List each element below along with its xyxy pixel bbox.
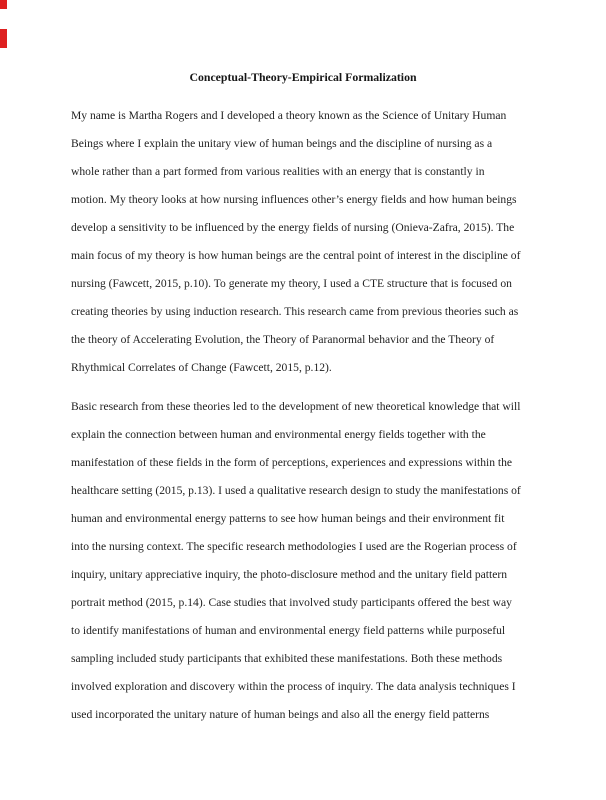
text-line: nursing (Fawcett, 2015, p.10). To generate my theory, I used a CTE structure that is focused on — [71, 277, 512, 290]
text-line: used incorporated the unitary nature of human beings and also all the energy field patterns — [71, 708, 490, 721]
text-line: the theory of Accelerating Evolution, the Theory of Paranormal behavior and the Theory of — [71, 333, 495, 346]
paragraph-2 — [71, 393, 542, 729]
text-line: whole rather than a part formed from various realities with an energy that is constantly in — [71, 165, 485, 178]
text-line: human and environmental energy patterns to see how human beings and their environment fit — [71, 512, 505, 525]
text-line: portrait method (2015, p.14). Case studies that involved study participants offered the best way — [71, 596, 512, 609]
text-line: explain the connection between human and environmental energy fields together with the — [71, 428, 486, 441]
text-line: healthcare setting (2015, p.13). I used a qualitative research design to study the manifestations of — [71, 484, 521, 497]
text-line: develop a sensitivity to be influenced by the energy fields of nursing (Onieva-Zafra, 2015). The — [71, 221, 515, 234]
paragraph-1 — [71, 102, 542, 382]
text-line: Rhythmical Correlates of Change (Fawcett, 2015, p.12). — [71, 361, 332, 374]
text-line: Basic research from these theories led to the development of new theoretical knowledge that will — [71, 400, 521, 413]
text-line: manifestation of these fields in the form of perceptions, experiences and expressions within the — [71, 456, 513, 469]
text-line: into the nursing context. The specific research methodologies I used are the Rogerian process of — [71, 540, 517, 553]
red-edge-mark — [0, 0, 7, 9]
red-edge-mark — [0, 29, 7, 48]
text-line: involved exploration and discovery within the process of inquiry. The data analysis techniques I — [71, 680, 516, 693]
text-line: main focus of my theory is how human beings are the central point of interest in the discipline of — [71, 249, 521, 262]
text-line: sampling included study participants that exhibited these manifestations. Both these methods — [71, 652, 503, 665]
text-line: to identify manifestations of human and environmental energy field patterns while purposeful — [71, 624, 506, 637]
document-title: Conceptual-Theory-Empirical Formalization — [189, 70, 417, 84]
text-line: Beings where I explain the unitary view of human beings and the discipline of nursing as a — [71, 137, 493, 150]
text-line: My name is Martha Rogers and I developed a theory known as the Science of Unitary Human — [71, 109, 507, 122]
text-line: inquiry, unitary appreciative inquiry, the photo-disclosure method and the unitary field pattern — [71, 568, 508, 581]
text-line: creating theories by using induction research. This research came from previous theories such as — [71, 305, 519, 318]
text-line: motion. My theory looks at how nursing influences other’s energy fields and how human beings — [71, 193, 517, 206]
